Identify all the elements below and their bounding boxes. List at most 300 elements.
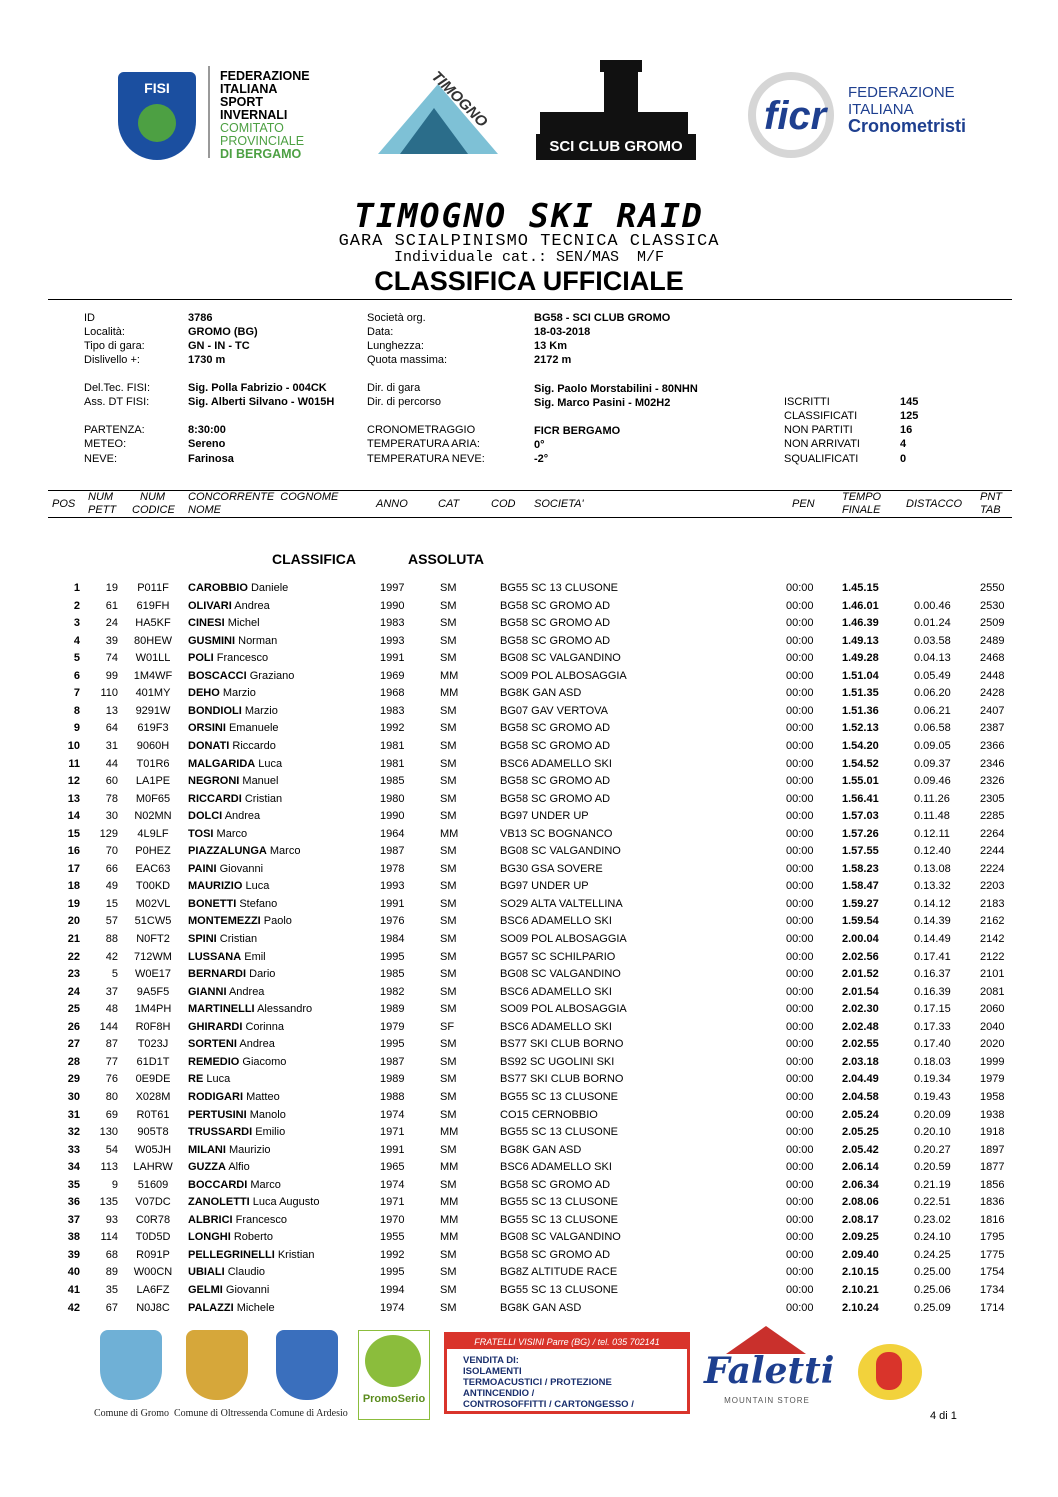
- cell-anno: 1983: [380, 704, 405, 717]
- cell-pen: 00:00: [786, 1196, 814, 1209]
- cell-pos: 17: [67, 862, 80, 875]
- cell-tempo: 1.51.36: [842, 704, 879, 717]
- cell-nome: Roberto: [233, 1231, 273, 1244]
- info-value: 4: [900, 438, 907, 450]
- faletti-logo: [704, 1326, 835, 1410]
- cell-cognome: MARTINELLI: [188, 1003, 255, 1016]
- cell-tempo: 2.08.06: [842, 1196, 879, 1209]
- cell-pett: 93: [105, 1213, 118, 1226]
- cell-cat: SM: [440, 845, 457, 858]
- cell-codice: R0T61: [136, 1108, 170, 1121]
- cell-cognome: PIAZZALUNGA: [188, 845, 267, 858]
- cell-concorrente: [188, 949, 266, 967]
- ficr-line: FEDERAZIONE ITALIANA: [848, 84, 955, 118]
- cell-pett: 114: [100, 1231, 118, 1244]
- cell-cat: SM: [440, 968, 457, 981]
- cell-distacco: 0.16.37: [914, 968, 951, 981]
- cell-cognome: PERTUSINI: [188, 1108, 247, 1121]
- cell-distacco: 0.12.11: [914, 827, 950, 840]
- cell-cat: SM: [440, 950, 457, 963]
- cell-codice: 619F3: [137, 722, 169, 735]
- info-label: CRONOMETRAGGIO: [367, 424, 476, 436]
- cell-distacco: 0.20.10: [914, 1126, 951, 1139]
- cell-pen: 00:00: [786, 827, 814, 840]
- cell-cognome: PELLEGRINELLI: [188, 1248, 275, 1261]
- town-silhouette-icon: [540, 112, 688, 134]
- cell-cognome: ZANOLETTI: [188, 1196, 250, 1209]
- info-label: Data:: [367, 326, 394, 338]
- cell-nome: Manolo: [249, 1108, 286, 1121]
- cell-distacco: 0.22.51: [914, 1196, 951, 1209]
- cell-societa: BG08 SC VALGANDINO: [500, 1231, 621, 1244]
- cell-pen: 00:00: [786, 1003, 814, 1016]
- info-value: Sereno: [188, 438, 226, 450]
- cell-pett: 74: [105, 652, 118, 665]
- cell-codice: N02MN: [134, 810, 172, 823]
- cell-societa: BG30 GSA SOVERE: [500, 862, 603, 875]
- cell-distacco: 0.00.46: [914, 599, 951, 612]
- cell-pos: 30: [67, 1090, 80, 1103]
- snowflake-icon: [138, 104, 176, 142]
- cell-societa: BG58 SC GROMO AD: [500, 599, 611, 612]
- cell-pos: 33: [67, 1143, 80, 1156]
- cell-codice: 61D1T: [136, 1055, 170, 1068]
- cell-tempo: 2.05.25: [842, 1126, 879, 1139]
- cell-pos: 32: [67, 1126, 80, 1139]
- cell-societa: BG8K GAN ASD: [500, 1143, 582, 1156]
- fisi-line: DI BERGAMO: [220, 147, 302, 161]
- cell-pett: 67: [105, 1301, 118, 1314]
- cell-codice: T00KD: [135, 880, 171, 893]
- cell-cognome: LUSSANA: [188, 950, 242, 963]
- cell-codice: 51CW5: [134, 915, 172, 928]
- cell-concorrente: [188, 896, 277, 914]
- cell-cognome: BONDIOLI: [188, 704, 242, 717]
- cell-nome: Marco: [216, 827, 248, 840]
- cell-pett: 54: [105, 1143, 118, 1156]
- cell-concorrente: [188, 703, 278, 721]
- cell-societa: BS77 SKI CLUB BORNO: [500, 1038, 624, 1051]
- cell-pett: 42: [105, 950, 118, 963]
- cell-anno: 1985: [380, 968, 405, 981]
- cell-pett: 87: [105, 1038, 118, 1051]
- cell-nome: Luca: [258, 757, 283, 770]
- cell-concorrente: [188, 756, 282, 774]
- cell-cat: SM: [440, 1248, 457, 1261]
- table-row: [48, 1071, 1012, 1089]
- cell-pos: 29: [67, 1073, 80, 1086]
- cell-codice: T01R6: [136, 757, 170, 770]
- sprazzi-gromo-logo: [838, 1338, 948, 1408]
- cell-concorrente: [188, 984, 264, 1002]
- visini-line: ANTINCENDIO /: [463, 1388, 535, 1399]
- cell-pett: 99: [105, 669, 118, 682]
- section-title: CLASSIFICA: [272, 551, 356, 567]
- cell-cognome: NEGRONI: [188, 775, 240, 788]
- cell-cognome: REMEDIO: [188, 1055, 240, 1068]
- cell-codice: N0FT2: [136, 933, 170, 945]
- cell-concorrente: [188, 580, 288, 598]
- cell-tempo: 2.06.14: [842, 1161, 879, 1174]
- cell-anno: 1971: [380, 1196, 405, 1209]
- sciclub-gromo-logo: [536, 60, 696, 160]
- cell-codice: 0E9DE: [135, 1073, 171, 1086]
- cell-pen: 00:00: [786, 1213, 814, 1226]
- promoserio-leaf-icon: [365, 1335, 421, 1387]
- cell-nome: Luca: [245, 880, 270, 893]
- cell-societa: BS77 SKI CLUB BORNO: [500, 1073, 624, 1086]
- cell-societa: BG58 SC GROMO AD: [500, 775, 611, 788]
- cell-pos: 40: [67, 1266, 80, 1279]
- info-value: 0: [900, 453, 907, 465]
- cell-tempo: 1.46.39: [842, 617, 879, 630]
- table-row: [48, 931, 1012, 949]
- cell-societa: SO09 POL ALBOSAGGIA: [500, 933, 627, 945]
- cell-anno: 1992: [380, 1248, 405, 1261]
- cell-concorrente: [188, 826, 247, 844]
- cell-pos: 31: [67, 1108, 80, 1121]
- table-row: [48, 791, 1012, 809]
- ficr-text: [848, 84, 966, 136]
- cell-nome: Luca: [206, 1073, 231, 1086]
- cell-cognome: TOSI: [188, 827, 214, 840]
- cell-cat: SM: [440, 792, 457, 805]
- info-value: 2172 m: [534, 354, 572, 366]
- cell-pnt: 2489: [980, 634, 1005, 647]
- comune-label: Comune di Oltressenda: [174, 1408, 268, 1419]
- cell-pett: 66: [105, 862, 118, 875]
- cell-pos: 27: [67, 1038, 80, 1051]
- cell-societa: BSC6 ADAMELLO SKI: [500, 985, 612, 998]
- cell-pett: 49: [105, 880, 118, 893]
- table-row: [48, 1247, 1012, 1265]
- cell-codice: 4L9LF: [137, 827, 169, 840]
- cell-pen: 00:00: [786, 739, 814, 752]
- table-row: [48, 1142, 1012, 1160]
- cell-concorrente: [188, 598, 270, 616]
- cell-cat: MM: [440, 1213, 459, 1226]
- table-row: [48, 1019, 1012, 1037]
- table-row: [48, 861, 1012, 879]
- cell-pett: 30: [105, 810, 118, 823]
- cell-concorrente: [188, 685, 256, 703]
- table-row: [48, 1300, 1012, 1318]
- cell-pen: 00:00: [786, 985, 814, 998]
- cell-tempo: 1.56.41: [842, 792, 879, 805]
- cell-cat: MM: [440, 1161, 459, 1174]
- cell-codice: 619FH: [136, 599, 170, 612]
- table-row: [48, 949, 1012, 967]
- cell-pen: 00:00: [786, 880, 814, 893]
- info-value: 16: [900, 424, 913, 436]
- cell-cat: SM: [440, 897, 457, 910]
- cell-anno: 1990: [380, 810, 405, 823]
- cell-pnt: 2244: [980, 845, 1005, 858]
- fisi-text: [220, 70, 310, 161]
- cell-pett: 89: [105, 1266, 118, 1279]
- cell-distacco: 0.11.26: [914, 792, 950, 805]
- cell-tempo: 2.04.58: [842, 1090, 879, 1103]
- cell-cat: SM: [440, 757, 457, 770]
- info-label: Lunghezza:: [367, 340, 424, 352]
- cell-pos: 2: [73, 599, 80, 612]
- cell-societa: BSC6 ADAMELLO SKI: [500, 757, 612, 770]
- cell-pos: 37: [67, 1213, 80, 1226]
- cell-distacco: 0.04.13: [914, 652, 951, 665]
- cell-nome: Giovanni: [225, 1284, 270, 1296]
- cell-concorrente: [188, 738, 276, 756]
- cell-nome: Michel: [227, 617, 260, 630]
- cell-pen: 00:00: [786, 933, 814, 945]
- cell-nome: Emil: [244, 950, 266, 963]
- cell-pnt: 2285: [980, 810, 1005, 823]
- cell-cat: SM: [440, 985, 457, 998]
- cell-tempo: 2.01.54: [842, 985, 879, 998]
- cell-codice: W0E17: [134, 968, 172, 981]
- cell-pen: 00:00: [786, 968, 814, 981]
- cell-codice: V07DC: [135, 1196, 171, 1209]
- cell-codice: LA6FZ: [136, 1284, 170, 1296]
- cell-pnt: 1897: [980, 1143, 1005, 1156]
- cell-societa: BG08 SC VALGANDINO: [500, 968, 621, 981]
- cell-tempo: 2.10.24: [842, 1301, 879, 1314]
- info-value: 1730 m: [188, 354, 226, 366]
- cell-anno: 1989: [380, 1073, 405, 1086]
- cell-cat: SM: [440, 704, 457, 717]
- cell-concorrente: [188, 1229, 273, 1247]
- table-row: [48, 633, 1012, 651]
- cell-pos: 13: [67, 792, 80, 805]
- section-title: ASSOLUTA: [408, 551, 484, 567]
- cell-distacco: 0.01.24: [914, 617, 951, 630]
- cell-pos: 6: [73, 669, 80, 682]
- cell-anno: 1964: [380, 827, 405, 840]
- cell-anno: 1993: [380, 634, 405, 647]
- cell-tempo: 2.05.42: [842, 1143, 879, 1156]
- cell-societa: BG58 SC GROMO AD: [500, 739, 611, 752]
- cell-codice: W05JH: [134, 1143, 172, 1156]
- cell-cat: MM: [440, 669, 459, 682]
- mascot-icon: [876, 1352, 902, 1390]
- cell-pen: 00:00: [786, 897, 814, 910]
- cell-codice: LAHRW: [133, 1161, 173, 1174]
- visini-body: [463, 1355, 663, 1410]
- divider: [208, 66, 210, 158]
- cell-codice: R091P: [136, 1248, 170, 1261]
- cell-cat: MM: [440, 1196, 459, 1209]
- table-row: [48, 773, 1012, 791]
- table-row: [48, 966, 1012, 984]
- cell-pnt: 2101: [980, 968, 1005, 981]
- col-label: CONCORRENTE COGNOME: [188, 491, 339, 503]
- cell-anno: 1980: [380, 792, 405, 805]
- cell-pen: 00:00: [786, 599, 814, 612]
- promoserio-text: PromoSerio: [362, 1393, 426, 1405]
- cell-pett: 64: [105, 722, 118, 735]
- cell-cat: MM: [440, 687, 459, 700]
- cell-tempo: 1.51.35: [842, 687, 879, 700]
- info-label: SQUALIFICATI: [784, 453, 859, 465]
- cell-pen: 00:00: [786, 1284, 814, 1296]
- cell-cat: SM: [440, 1301, 457, 1314]
- cell-pos: 25: [67, 1003, 80, 1016]
- cell-societa: BG55 SC 13 CLUSONE: [500, 1126, 618, 1139]
- cell-anno: 1976: [380, 915, 405, 928]
- cell-tempo: 1.54.52: [842, 757, 879, 770]
- cell-pnt: 2081: [980, 985, 1005, 998]
- cell-distacco: 0.18.03: [914, 1055, 951, 1068]
- cell-cat: SF: [440, 1020, 455, 1033]
- cell-pett: 70: [105, 845, 118, 858]
- cell-concorrente: [188, 1159, 250, 1177]
- table-row: [48, 685, 1012, 703]
- cell-anno: 1978: [380, 862, 405, 875]
- cell-nome: Claudio: [227, 1266, 266, 1279]
- cell-cognome: BERNARDI: [188, 968, 247, 981]
- cell-pen: 00:00: [786, 757, 814, 770]
- cell-concorrente: [188, 668, 294, 686]
- table-row: [48, 720, 1012, 738]
- cell-tempo: 2.09.25: [842, 1231, 879, 1244]
- cell-tempo: 1.54.20: [842, 739, 879, 752]
- cell-nome: Manuel: [242, 775, 279, 788]
- cell-distacco: 0.16.39: [914, 985, 951, 998]
- cell-nome: Giacomo: [242, 1055, 287, 1068]
- cell-pnt: 1877: [980, 1161, 1005, 1174]
- cell-cognome: SORTENI: [188, 1038, 237, 1051]
- cell-codice: 401MY: [135, 687, 171, 700]
- cell-pnt: 1775: [980, 1248, 1005, 1261]
- cell-nome: Cristian: [244, 792, 283, 805]
- cell-codice: P0HEZ: [135, 845, 171, 858]
- cell-nome: Paolo: [263, 915, 292, 928]
- cell-concorrente: [188, 1001, 312, 1019]
- cell-cognome: CAROBBIO: [188, 582, 248, 594]
- table-row: [48, 1001, 1012, 1019]
- cell-pnt: 2305: [980, 792, 1005, 805]
- cell-codice: W01LL: [135, 652, 171, 665]
- cell-pen: 00:00: [786, 1038, 814, 1051]
- info-label: Dislivello +:: [84, 354, 140, 366]
- cell-cognome: DONATI: [188, 739, 230, 752]
- cell-pett: 110: [100, 687, 118, 700]
- cell-tempo: 1.55.01: [842, 775, 879, 788]
- cell-nome: Corinna: [245, 1020, 284, 1033]
- cell-pen: 00:00: [786, 687, 814, 700]
- cell-codice: 9A5F5: [136, 985, 170, 998]
- cell-tempo: 1.57.03: [842, 810, 879, 823]
- cell-pos: 10: [67, 739, 80, 752]
- cell-cognome: GUZZA: [188, 1161, 226, 1174]
- cell-cognome: RICCARDI: [188, 792, 242, 805]
- faletti-sub: MOUNTAIN STORE: [724, 1396, 810, 1405]
- cell-pos: 20: [67, 915, 80, 928]
- visini-line: VENDITA DI:: [463, 1355, 519, 1366]
- table-row: [48, 1194, 1012, 1212]
- cell-nome: Marco: [250, 1178, 281, 1191]
- cell-anno: 1991: [380, 652, 405, 665]
- timogno-logo: [378, 64, 508, 159]
- cell-pos: 19: [67, 897, 80, 910]
- cell-tempo: 1.49.13: [842, 634, 879, 647]
- cell-pett: 61: [105, 599, 118, 612]
- cell-societa: BG58 SC GROMO AD: [500, 1248, 611, 1261]
- visini-line: TERMOACUSTICI / PROTEZIONE: [463, 1377, 612, 1388]
- table-row: [48, 756, 1012, 774]
- info-label: Località:: [84, 326, 125, 338]
- cell-anno: 1995: [380, 1038, 405, 1051]
- cell-societa: BG58 SC GROMO AD: [500, 792, 611, 805]
- info-label: Dir. di percorso: [367, 396, 441, 408]
- cell-codice: 1M4PH: [134, 1003, 172, 1016]
- table-row: [48, 1282, 1012, 1300]
- info-label: Ass. DT FISI:: [84, 396, 150, 408]
- cell-codice: 9291W: [135, 704, 171, 717]
- page-title: CLASSIFICA UFFICIALE: [374, 266, 684, 296]
- cell-codice: 905T8: [137, 1126, 169, 1139]
- cell-codice: T023J: [137, 1038, 169, 1051]
- table-row: [48, 1212, 1012, 1230]
- cell-pen: 00:00: [786, 634, 814, 647]
- cell-anno: 1995: [380, 1266, 405, 1279]
- cell-pos: 5: [73, 652, 80, 665]
- table-row: [48, 580, 1012, 598]
- cell-cognome: TRUSSARDI: [188, 1126, 253, 1139]
- cell-tempo: 2.10.21: [842, 1284, 879, 1296]
- cell-pos: 18: [67, 880, 80, 893]
- cell-pen: 00:00: [786, 1143, 814, 1156]
- col-cod: COD: [491, 498, 516, 510]
- cell-distacco: 0.21.19: [914, 1178, 951, 1191]
- cell-tempo: 2.01.52: [842, 968, 879, 981]
- race-category: Individuale cat.: SEN/MAS M/F: [393, 249, 665, 266]
- cell-cat: SM: [440, 810, 457, 823]
- fisi-line: ITALIANA: [220, 82, 278, 96]
- cell-concorrente: [188, 1142, 271, 1160]
- cell-nome: Graziano: [249, 669, 295, 682]
- table-row: [48, 668, 1012, 686]
- cell-pos: 16: [67, 845, 80, 858]
- info-value: GROMO (BG): [188, 326, 258, 338]
- cell-pen: 00:00: [786, 722, 814, 735]
- cell-distacco: 0.09.37: [914, 757, 951, 770]
- cell-pnt: 2020: [980, 1038, 1005, 1051]
- cell-pen: 00:00: [786, 1090, 814, 1103]
- table-row: [48, 1036, 1012, 1054]
- cell-societa: BG8Z ALTITUDE RACE: [500, 1266, 618, 1279]
- cell-tempo: 2.02.30: [842, 1003, 879, 1016]
- info-label: Del.Tec. FISI:: [84, 382, 151, 394]
- info-value: GN - IN - TC: [188, 340, 250, 352]
- cell-pos: 14: [67, 810, 80, 823]
- race-subtitle: GARA SCIALPINISMO TECNICA CLASSICA: [338, 232, 720, 251]
- cell-pnt: 1999: [980, 1055, 1005, 1068]
- col-pnt: [980, 491, 1002, 517]
- comune-ardesio-crest-icon: [276, 1330, 338, 1400]
- cell-pett: 135: [99, 1196, 118, 1209]
- cell-pett: 19: [105, 582, 118, 594]
- cell-pett: 39: [105, 634, 118, 647]
- cell-cognome: PAINI: [188, 862, 217, 875]
- comune-gromo-crest-icon: [100, 1330, 162, 1400]
- cell-societa: BSC6 ADAMELLO SKI: [500, 1020, 612, 1033]
- cell-pett: 78: [105, 792, 118, 805]
- cell-societa: SO09 POL ALBOSAGGIA: [500, 1003, 627, 1016]
- cell-societa: BG55 SC 13 CLUSONE: [500, 1284, 618, 1296]
- info-label: Società org.: [367, 312, 426, 324]
- table-row: [48, 808, 1012, 826]
- cell-cognome: PALAZZI: [188, 1301, 234, 1314]
